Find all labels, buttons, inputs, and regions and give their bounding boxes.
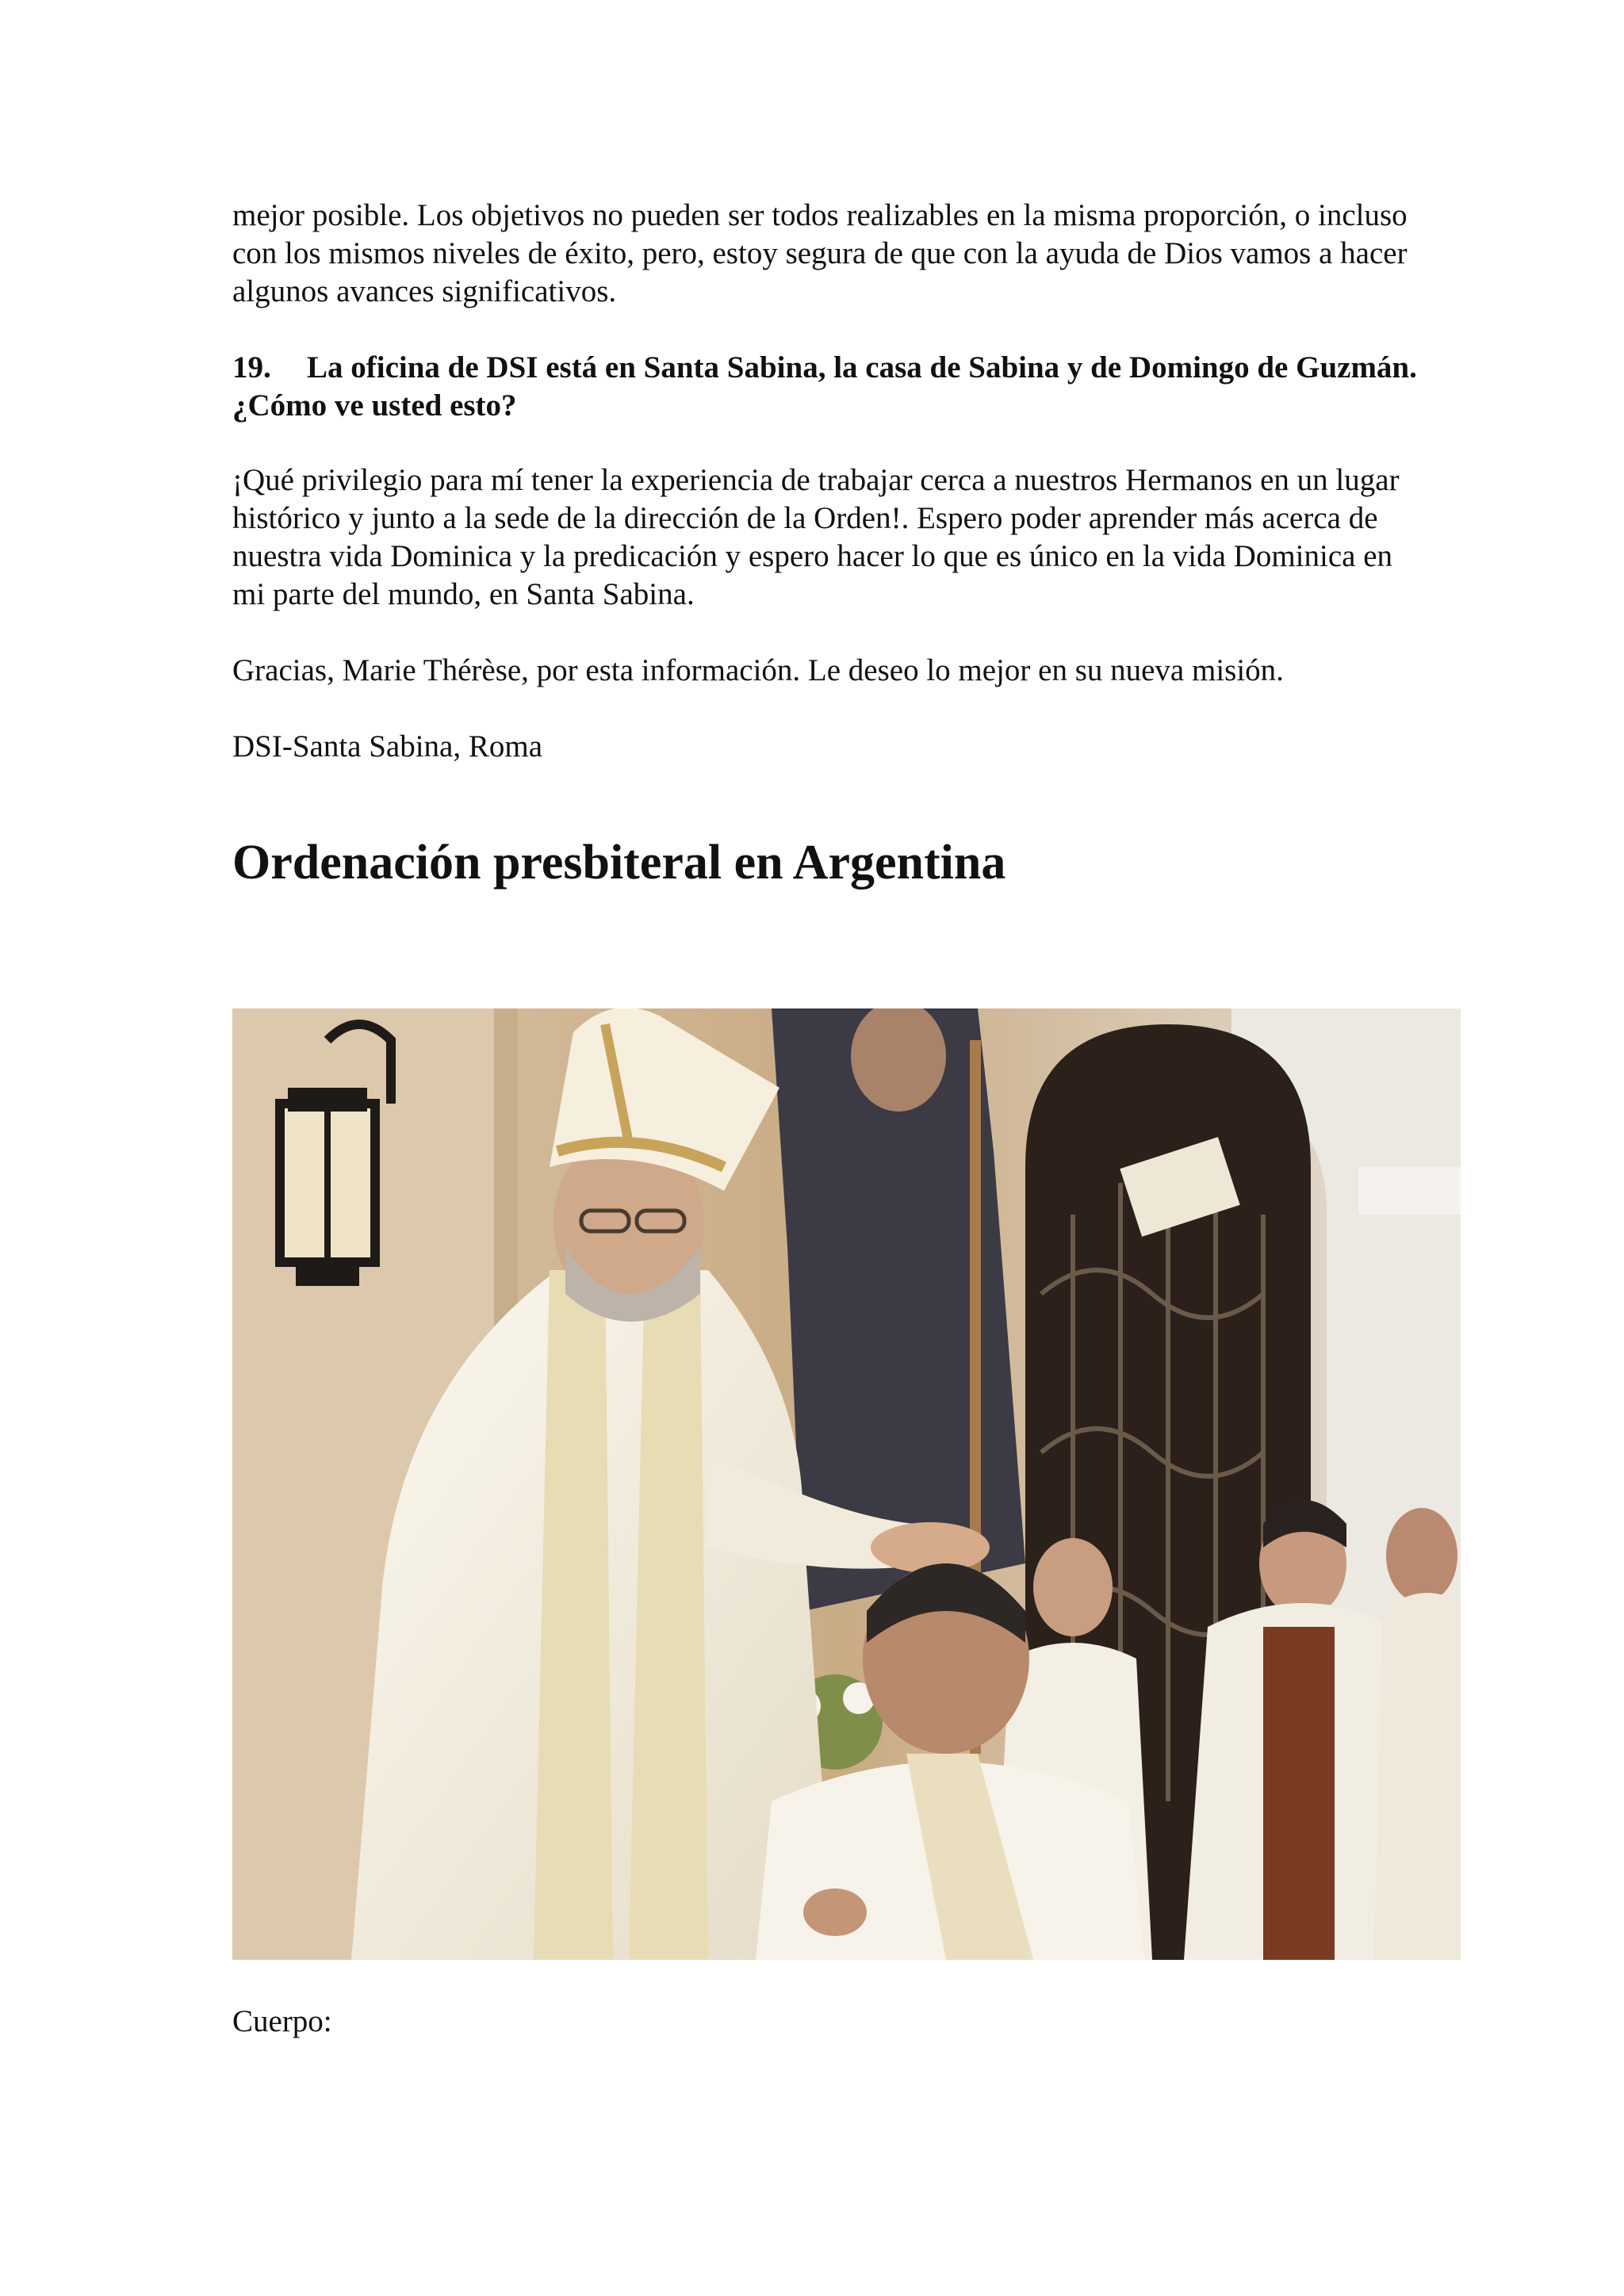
question-number: 19. <box>232 350 271 385</box>
ordination-illustration <box>232 1008 1461 1960</box>
question-text: La oficina de DSI está en Santa Sabina, la casa de Sabina y de Domingo de Guzmán. ¿Cómo ve usted esto? <box>232 350 1417 423</box>
paragraph-objectives: mejor posible. Los objetivos no pueden ser todos realizables en la misma proporción, o incluso con los mismos niveles de éxito, pero, estoy segura de que con la ayuda de Dios vamos a hacer algunos avances significativos. <box>232 198 1408 308</box>
article-title: Ordenación presbiteral en Argentina <box>232 836 1006 890</box>
paragraph-signature: DSI-Santa Sabina, Roma <box>232 729 543 763</box>
body-label: Cuerpo: <box>232 2004 332 2038</box>
paragraph-thanks: Gracias, Marie Thérèse, por esta información. Le deseo lo mejor en su nueva misión. <box>232 653 1284 687</box>
question-19 <box>232 349 1422 425</box>
ordination-photo <box>232 1008 1461 1960</box>
paragraph-privilege: ¡Qué privilegio para mí tener la experiencia de trabajar cerca a nuestros Hermanos en un lugar histórico y junto a la sede de la dirección de la Orden!. Espero poder aprender más acerca de nuestra vida Dominica y la predicación y espero hacer lo que es único en la vida Dominica en mi parte del mundo, en Santa Sabina. <box>232 463 1400 611</box>
